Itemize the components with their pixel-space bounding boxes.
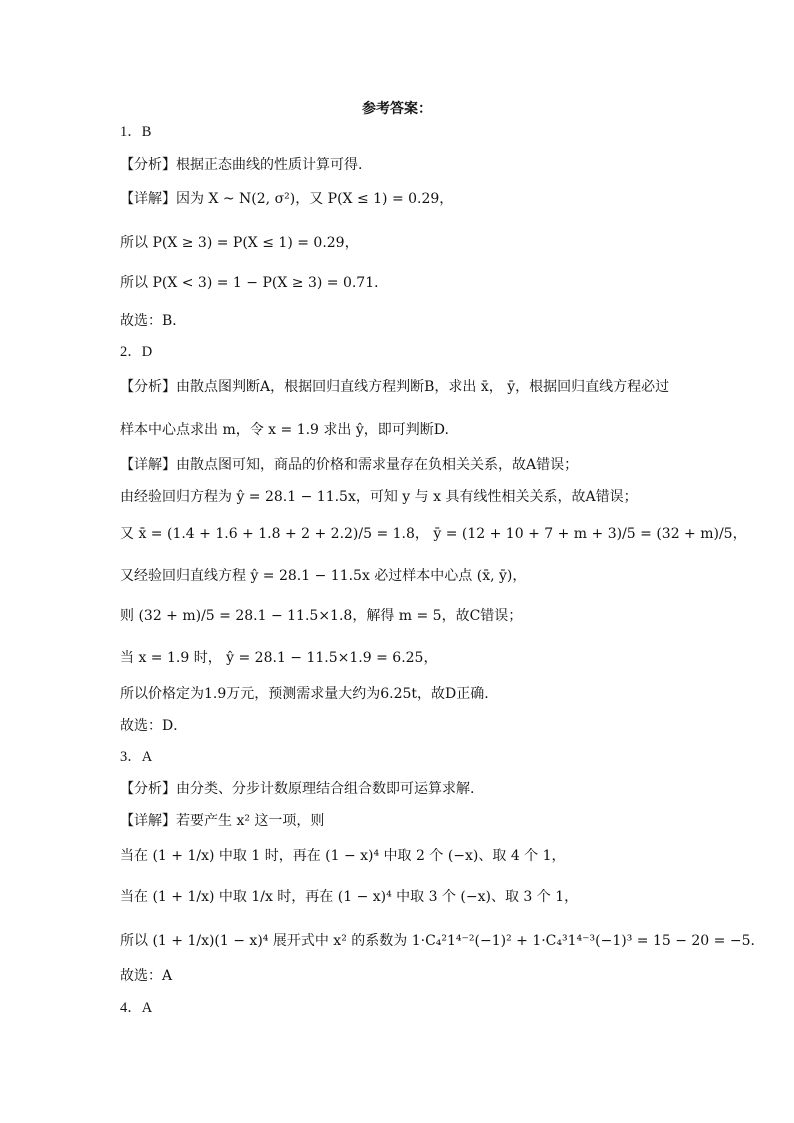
question-4-answer: 4．A [120, 1000, 153, 1016]
question-3-answer: 3．A [120, 749, 153, 765]
q2-detail-line-3: 又 x̄ = (1.4 + 1.6 + 1.8 + 2 + 2.2)/5 = 1.8， ȳ = (12 + 10 + 7 + m + 3)/5 = (32 + m)/5， [120, 526, 747, 542]
q1-detail-line-2: 所以 P(X ≥ 3) = P(X ≤ 1) = 0.29， [120, 235, 359, 251]
q2-detail-line-4: 又经验回归直线方程 ŷ = 28.1 − 11.5x 必过样本中心点 (x̄, ȳ)， [120, 568, 527, 584]
q2-choice: 故选：D． [120, 718, 188, 734]
q2-analysis-line-1: 【分析】由散点图判断A，根据回归直线方程判断B，求出 x̄， ȳ，根据回归直线方程必过 [120, 379, 670, 395]
q1-analysis: 【分析】根据正态曲线的性质计算可得. [120, 157, 363, 173]
q1-detail-line-3: 所以 P(X < 3) = 1 − P(X ≥ 3) = 0.71． [120, 275, 389, 291]
question-1-answer: 1．B [120, 124, 152, 140]
q2-detail-line-2: 由经验回归方程为 ŷ = 28.1 − 11.5x，可知 y 与 x 具有线性相关关系，故A错误； [120, 489, 638, 505]
q3-detail-line-3: 当在 (1 + 1/x) 中取 1/x 时，再在 (1 − x)⁴ 中取 3 个 (−x)、取 3 个 1， [120, 889, 579, 905]
question-2-answer: 2．D [120, 344, 153, 360]
q3-analysis: 【分析】由分类、分步计数原理结合组合数即可运算求解. [120, 781, 475, 797]
page-title: 参考答案： [362, 101, 432, 117]
q3-detail-line-1: 【详解】若要产生 x² 这一项，则 [120, 813, 325, 829]
q1-choice: 故选：B． [120, 313, 187, 329]
q2-detail-line-1: 【详解】由散点图可知，商品的价格和需求量存在负相关关系，故A错误； [120, 457, 579, 473]
q2-analysis-line-2: 样本中心点求出 m，令 x = 1.9 求出 ŷ，即可判断D. [120, 422, 449, 438]
q2-detail-line-6: 当 x = 1.9 时， ŷ = 28.1 − 11.5×1.9 = 6.25， [120, 650, 438, 666]
q3-detail-line-2: 当在 (1 + 1/x) 中取 1 时，再在 (1 − x)⁴ 中取 2 个 (−x)、取 4 个 1， [120, 848, 566, 864]
q3-detail-line-4: 所以 (1 + 1/x)(1 − x)⁴ 展开式中 x² 的系数为 1·C₄²1⁴⁻²(−1)² + 1·C₄³1⁴⁻³(−1)³ = 15 − 20 = −5． [120, 933, 765, 949]
q2-detail-line-7: 所以价格定为1.9万元，预测需求量大约为6.25t，故D正确. [120, 686, 489, 702]
q1-detail-line-1: 【详解】因为 X ~ N(2, σ²)，又 P(X ≤ 1) = 0.29， [120, 191, 454, 207]
q2-detail-line-5: 则 (32 + m)/5 = 28.1 − 11.5×1.8，解得 m = 5，故C错误； [120, 608, 523, 624]
q3-choice: 故选：A [120, 968, 173, 984]
